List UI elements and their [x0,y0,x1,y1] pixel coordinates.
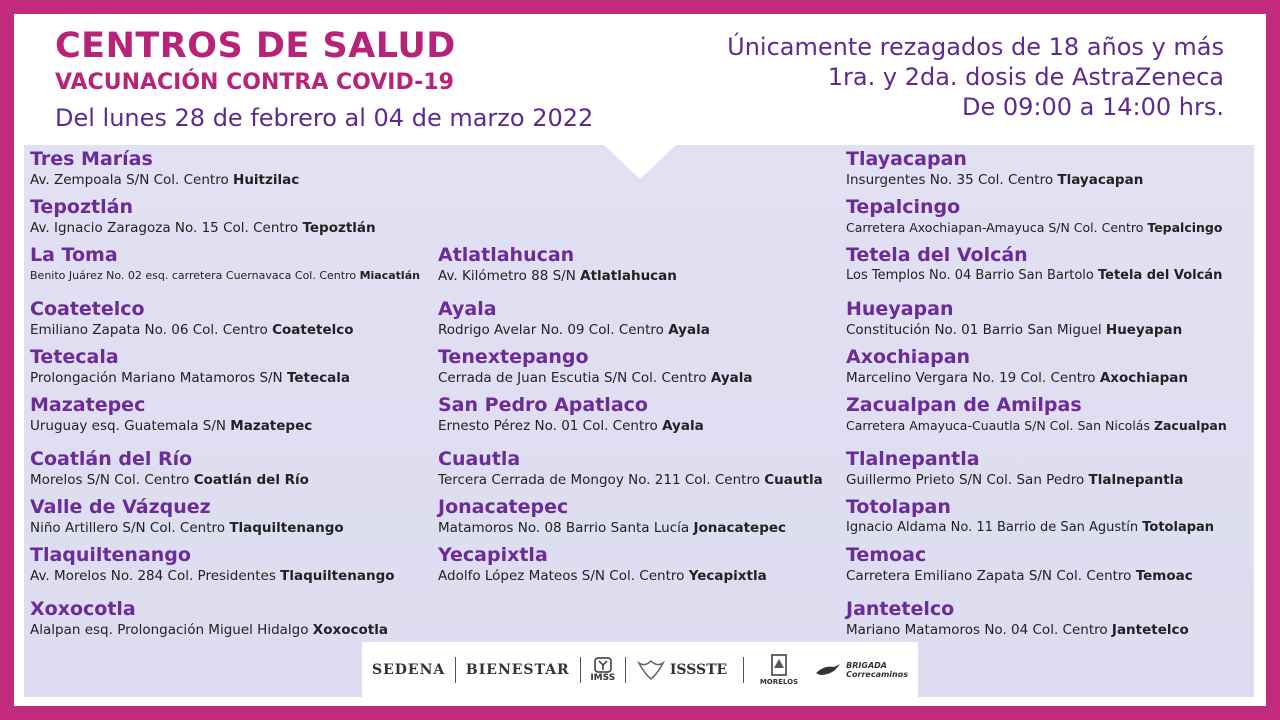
location-entry [846,598,1189,639]
location-address: Av. Ignacio Zaragoza No. 15 Col. Centro Tepoztlán [30,220,376,236]
location-name: Tepoztlán [30,196,133,218]
location-address: Carretera Amayuca-Cuautla S/N Col. San Nicolás Zacualpan [846,418,1227,433]
location-entry [438,544,767,585]
location-name: Coatetelco [30,298,145,320]
location-address: Carretera Axochiapan-Amayuca S/N Col. Centro Tepalcingo [846,220,1223,235]
location-name: Totolapan [846,496,951,518]
location-name: Jantetelco [846,598,955,620]
location-address: Los Templos No. 04 Barrio San Bartolo Tetela del Volcán [846,268,1223,283]
location-entry [438,448,823,489]
location-entry [846,244,1222,285]
issste-logo: ISSSTE [636,657,727,683]
location-entry [846,394,1227,435]
location-address: Niño Artillero S/N Col. Centro Tlaquiltenango [30,520,344,536]
location-name: Tetecala [30,346,119,368]
location-entry [438,244,677,285]
location-address: Emiliano Zapata No. 06 Col. Centro Coatetelco [30,322,354,338]
location-name: Tres Marías [30,148,153,170]
bienestar-logo: BIENESTAR [465,661,570,678]
morelos-emblem-icon [770,654,788,678]
location-address: Morelos S/N Col. Centro Coatlán del Río [30,472,309,488]
location-entry [846,298,1182,339]
location-entry [846,544,1193,585]
location-entry [30,544,395,585]
location-address: Cerrada de Juan Escutia S/N Col. Centro Ayala [438,370,753,386]
location-name: Axochiapan [846,346,971,368]
roadrunner-icon [814,661,842,679]
location-entry [30,598,388,639]
location-entry [846,346,1188,387]
date-range: Del lunes 28 de febrero al 04 de marzo 2022 [55,104,594,132]
location-name: Ayala [438,298,497,320]
location-name: San Pedro Apatlaco [438,394,648,416]
location-entry [30,394,312,435]
location-entry [30,244,420,285]
location-name: Coatlán del Río [30,448,193,470]
location-name: Zacualpan de Amilpas [846,394,1082,416]
location-entry [846,448,1183,489]
location-entry [30,448,309,489]
location-address: Adolfo López Mateos S/N Col. Centro Yecapixtla [438,568,767,584]
location-entry [30,148,299,189]
location-entry [438,394,704,435]
location-address: Guillermo Prieto S/N Col. San Pedro Tlalnepantla [846,472,1184,488]
logo-divider [580,657,581,683]
location-address: Av. Zempoala S/N Col. Centro Huitzilac [30,172,300,188]
imss-emblem-icon [593,657,613,673]
panel-notch [604,145,676,179]
logo-divider [455,657,456,683]
location-name: Tlayacapan [846,148,967,170]
location-address: Ernesto Pérez No. 01 Col. Centro Ayala [438,418,704,434]
location-name: Tlaquiltenango [30,544,191,566]
location-name: Hueyapan [846,298,954,320]
location-address: Av. Kilómetro 88 S/N Atlatlahucan [438,268,677,284]
location-entry [846,196,1222,237]
logo-divider [743,657,744,683]
location-name: Atlatlahucan [438,244,575,266]
schedule-line: De 09:00 a 14:00 hrs. [961,93,1224,121]
issste-emblem-icon [636,657,666,683]
location-name: Tlalnepantla [846,448,980,470]
location-address: Carretera Emiliano Zapata S/N Col. Centro Temoac [846,568,1193,584]
eligibility-info [727,32,1224,122]
location-address: Rodrigo Avelar No. 09 Col. Centro Ayala [438,322,710,338]
location-address: Benito Juárez No. 02 esq. carretera Cuernavaca Col. Centro Miacatlán [30,269,420,282]
location-address: Marcelino Vergara No. 19 Col. Centro Axochiapan [846,370,1189,386]
location-name: Valle de Vázquez [30,496,211,518]
location-entry [30,196,376,237]
location-address: Av. Morelos No. 284 Col. Presidentes Tlaquiltenango [30,568,395,584]
location-entry [438,346,753,387]
location-name: Cuautla [438,448,521,470]
sponsor-logos [362,642,918,697]
location-name: Mazatepec [30,394,146,416]
location-name: Yecapixtla [438,544,548,566]
location-name: Jonacatepec [438,496,569,518]
poster-subtitle: VACUNACIÓN CONTRA COVID-19 [55,70,454,95]
location-address: Mariano Matamoros No. 04 Col. Centro Jantetelco [846,622,1189,638]
location-entry [846,496,1214,537]
location-entry [438,298,710,339]
location-name: Xoxocotla [30,598,136,620]
location-name: Tepalcingo [846,196,961,218]
eligibility-line: Únicamente rezagados de 18 años y más [727,33,1224,61]
location-address: Ignacio Aldama No. 11 Barrio de San Agustín Totolapan [846,520,1215,535]
location-name: Tenextepango [438,346,589,368]
location-entry [438,496,786,537]
location-address: Insurgentes No. 35 Col. Centro Tlayacapan [846,172,1144,188]
location-address: Uruguay esq. Guatemala S/N Mazatepec [30,418,313,434]
location-name: Temoac [846,544,927,566]
location-entry [30,496,344,537]
location-address: Prolongación Mariano Matamoros S/N Tetecala [30,370,350,386]
location-entry [30,346,350,387]
logo-divider [625,657,626,683]
poster-title: CENTROS DE SALUD [55,26,456,66]
location-entry [30,298,354,339]
imss-logo: IMSS [590,657,615,683]
location-address: Matamoros No. 08 Barrio Santa Lucía Jonacatepec [438,520,787,536]
brigada-logo: BRIGADA Correcaminos [814,661,908,679]
location-name: La Toma [30,244,118,266]
location-address: Alalpan esq. Prolongación Miguel Hidalgo Xoxocotla [30,622,388,638]
location-address: Tercera Cerrada de Mongoy No. 211 Col. Centro Cuautla [438,472,823,488]
sedena-logo: SEDENA [372,661,446,678]
location-entry [846,148,1143,189]
location-name: Tetela del Volcán [846,244,1028,266]
morelos-logo: MORELOS [760,654,798,686]
vaccine-line: 1ra. y 2da. dosis de AstraZeneca [827,63,1224,91]
location-address: Constitución No. 01 Barrio San Miguel Hueyapan [846,322,1183,338]
